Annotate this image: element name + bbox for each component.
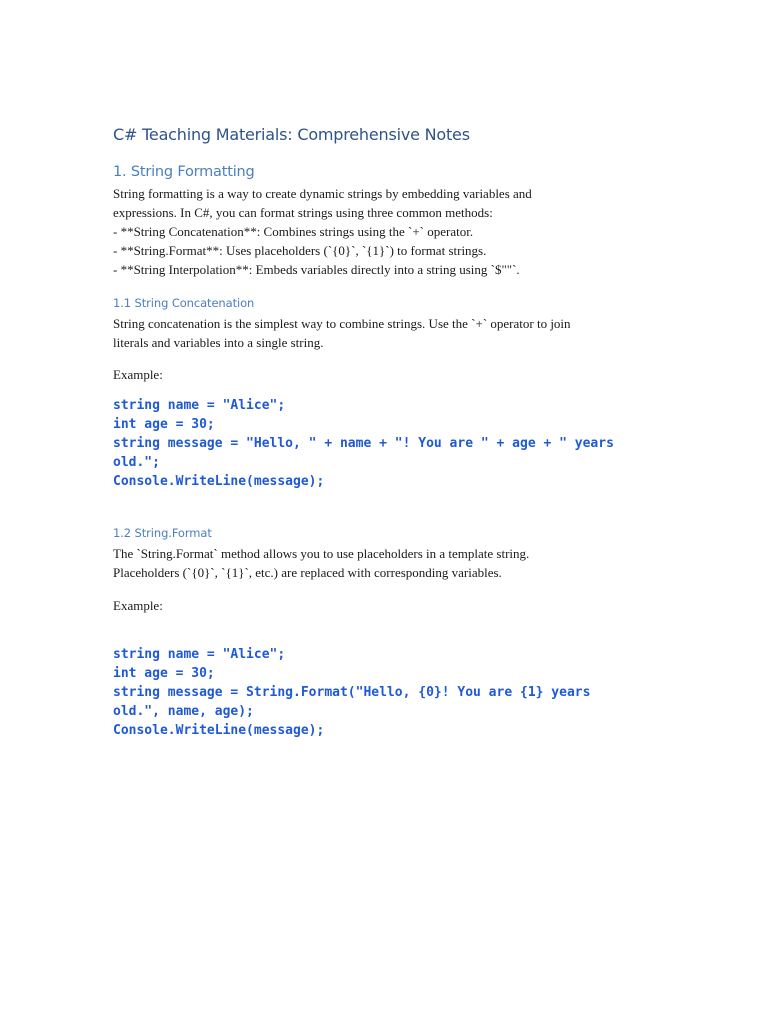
section-1-heading: 1. String Formatting [113, 164, 255, 180]
body-line: literals and variables into a single string. [113, 335, 324, 350]
code-line: Console.WriteLine(message); [113, 474, 325, 489]
section-1-1-heading-block [113, 295, 673, 311]
document-title-block [113, 124, 673, 146]
code-block-concatenation [113, 396, 673, 491]
code-line: int age = 30; [113, 417, 215, 432]
intro-line: expressions. In C#, you can format strings using three common methods: [113, 205, 493, 220]
example-label: Example: [113, 598, 163, 613]
code-line: string name = "Alice"; [113, 647, 286, 662]
code-line: string message = "Hello, " + name + "! You are " + age + " years [113, 436, 614, 451]
code-line: int age = 30; [113, 666, 215, 681]
intro-line: - **String.Format**: Uses placeholders (`{0}`, `{1}`) to format strings. [113, 243, 487, 258]
body-line: Placeholders (`{0}`, `{1}`, etc.) are replaced with corresponding variables. [113, 565, 502, 580]
section-1-intro [113, 184, 673, 279]
intro-line: - **String Interpolation**: Embeds variables directly into a string using `$""`. [113, 262, 520, 277]
section-1-1-heading: 1.1 String Concatenation [113, 296, 255, 310]
code-block-string-format [113, 645, 673, 740]
code-line: old."; [113, 455, 160, 470]
intro-line: - **String Concatenation**: Combines strings using the `+` operator. [113, 224, 474, 239]
section-1-block [113, 162, 673, 182]
document-title: C# Teaching Materials: Comprehensive Notes [113, 125, 470, 144]
section-1-2-heading-block [113, 525, 673, 541]
section-1-2-example-label-block [113, 596, 673, 615]
section-1-2-body [113, 544, 673, 582]
code-line: old.", name, age); [113, 704, 254, 719]
code-line: string message = String.Format("Hello, {0}! You are {1} years [113, 685, 591, 700]
code-line: Console.WriteLine(message); [113, 723, 325, 738]
code-line: string name = "Alice"; [113, 398, 286, 413]
intro-line: String formatting is a way to create dynamic strings by embedding variables and [113, 186, 532, 201]
example-label: Example: [113, 367, 163, 382]
section-1-2-heading: 1.2 String.Format [113, 526, 212, 540]
section-1-1-example-label-block [113, 365, 673, 384]
section-1-1-body [113, 314, 673, 352]
body-line: String concatenation is the simplest way to combine strings. Use the `+` operator to join [113, 316, 571, 331]
body-line: The `String.Format` method allows you to use placeholders in a template string. [113, 546, 530, 561]
